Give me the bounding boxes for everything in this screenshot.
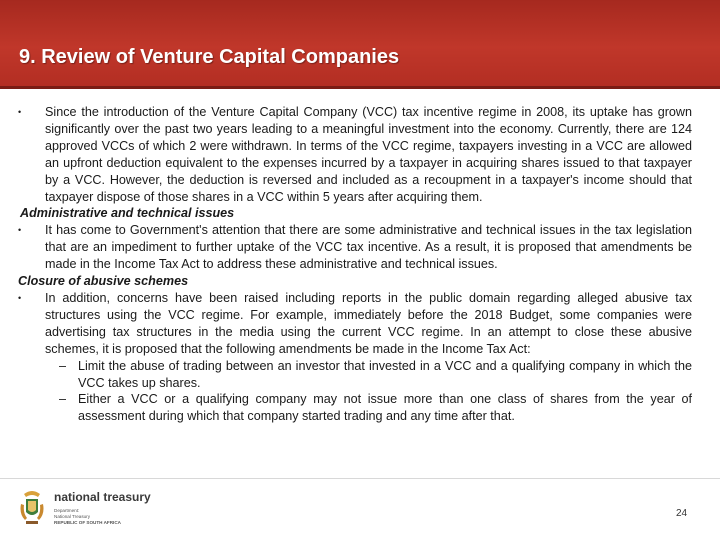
closure-paragraph: In addition, concerns have been raised including reports in the public domain regarding alleged abusive tax structures using the VCC regime. For example, immediately before the 2018 Budget, some companies were advertising tax structures in the media using the current VCC regime. In an attempt to close these abusive schemes, it is proposed that the following amendments be made in the Income Tax Act:: [45, 290, 692, 356]
logo-sub-line: REPUBLIC OF SOUTH AFRICA: [54, 520, 121, 525]
title-bar-rule: [0, 86, 720, 89]
bullet-intro: [18, 104, 692, 205]
sub-item: [59, 391, 692, 425]
slide-body: [18, 104, 692, 425]
heading-admin: Administrative and technical issues: [20, 206, 235, 221]
page-number: 24: [676, 508, 688, 519]
sub-item-text: Either a VCC or a qualifying company may not issue more than one class of shares from the year of assessment during which that company started trading and any time after that.: [78, 392, 692, 424]
footer-divider: [0, 478, 720, 479]
logo-sub-line: National Treasury: [54, 514, 91, 519]
bullet-marker: •: [18, 107, 22, 117]
bullet-admin: [18, 222, 692, 273]
title-bar: [0, 0, 720, 86]
bullet-closure: [18, 290, 692, 358]
national-treasury-logo: [18, 488, 151, 532]
logo-wordmark: national treasury: [54, 490, 151, 504]
admin-paragraph: It has come to Government's attention that there are some administrative and technical issues in the tax legislation that are an impediment to further uptake of the VCC tax incentive. As a result, it is proposed that amendments be made in the Income Tax Act to address these administrative and technical issues.: [45, 223, 692, 272]
slide-title: 9. Review of Venture Capital Companies: [19, 46, 400, 68]
logo-sub-line: Department:: [54, 508, 80, 513]
bullet-marker: •: [18, 225, 22, 236]
bullet-marker: •: [18, 292, 22, 303]
intro-paragraph: Since the introduction of the Venture Capital Company (VCC) tax incentive regime in 2008, its uptake has grown significantly over the past two years leading to a meaningful investment into the economy. Currently, there are 124 approved VCCs of which 2 were withdrawn. In terms of the VCC regime, taxpayers investing in a VCC are allowed an upfront deduction equivalent to the expenses incurred by a taxpayer in acquiring shares issued to that taxpayer by a VCC. However, the deduction is reversed and included as a recoupment in a taxpayer's income should that taxpayer dispose of those shares in a VCC within 5 years after acquiring them.: [45, 105, 692, 204]
dash-marker: –: [59, 392, 67, 407]
dash-marker: –: [59, 358, 67, 373]
sub-item: [59, 358, 692, 392]
coat-of-arms-icon: [18, 488, 46, 528]
heading-closure: Closure of abusive schemes: [18, 274, 189, 289]
sub-item-text: Limit the abuse of trading between an investor that invested in a VCC and a qualifying company in which the VCC takes up shares.: [78, 358, 692, 390]
